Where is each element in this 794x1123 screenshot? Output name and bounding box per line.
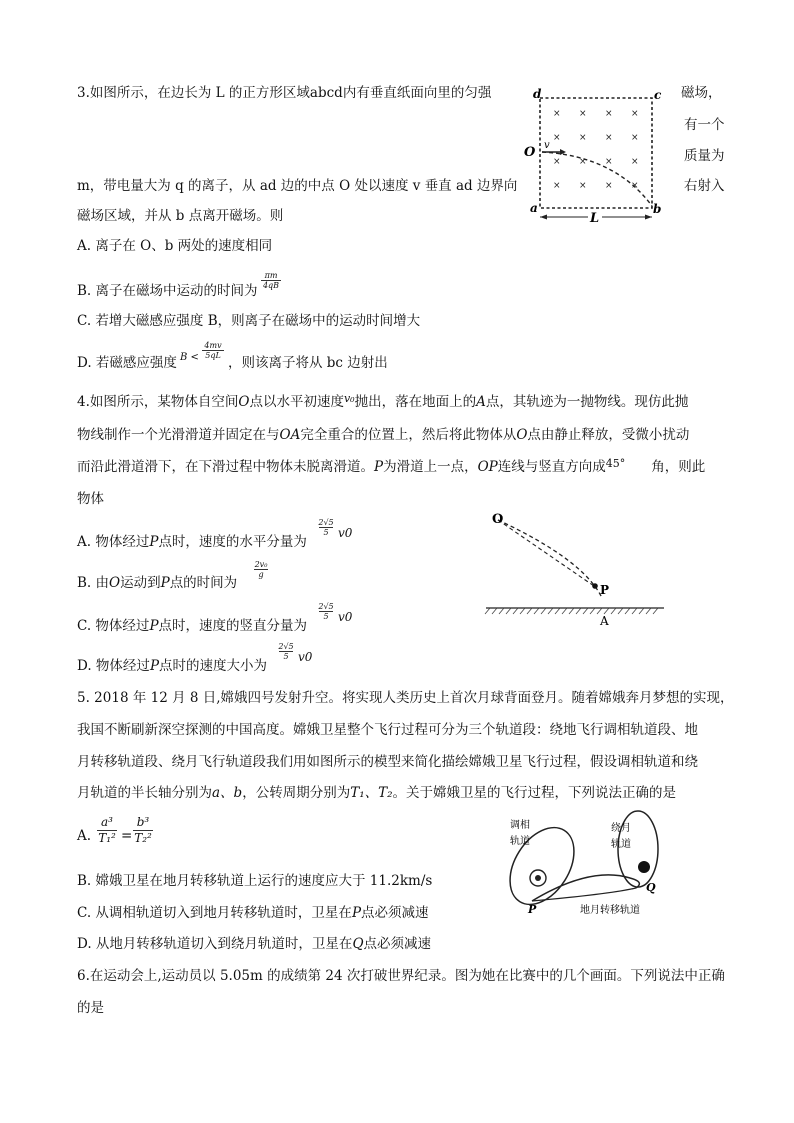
hatch-line: [569, 608, 574, 614]
q3-option-c: C. 若增大磁感应强度 B，则离子在磁场中的运动时间增大: [77, 313, 421, 329]
hatch-line: [562, 608, 567, 614]
q5-option-d: D. 从地月转移轨道切入到绕月轨道时，卫星在Q点必须减速: [77, 936, 432, 952]
q3-stem-line-2: m，带电量大为 q 的离子，从 ad 边的中点 O 处以速度 v 垂直 ad 边界向: [77, 178, 518, 194]
field-cross: ×: [605, 181, 613, 191]
q4-label-O: O: [492, 512, 504, 527]
q5-transfer-orbit-inner: [532, 888, 636, 901]
field-cross: ×: [631, 181, 639, 191]
hatch-line: [618, 608, 623, 614]
hatch-line: [611, 608, 616, 614]
q4-stem-line-2: 物线制作一个光滑滑道并固定在与OA完全重合的位置上，然后将此物体从O点由静止释放，受微小扰动: [77, 427, 690, 443]
field-cross: ×: [579, 157, 587, 167]
q4-point-P: [592, 583, 598, 589]
q4-label-A: A: [600, 614, 609, 628]
q3-side-text-4: 右射入: [684, 178, 725, 194]
q4-trajectory-figure: [484, 510, 674, 630]
q3-option-d-suffix: ，则该离子将从 bc 边射出: [228, 355, 388, 371]
q4-option-c-fraction: 2√5 5: [318, 602, 334, 621]
q3-label-d: d: [533, 87, 542, 101]
field-cross: ×: [553, 109, 561, 119]
q3-label-b: b: [653, 202, 662, 216]
field-cross: ×: [631, 157, 639, 167]
field-cross: ×: [553, 157, 561, 167]
field-cross: ×: [579, 109, 587, 119]
field-cross: ×: [579, 133, 587, 143]
q4-option-d-fraction: 2√5 5: [278, 642, 294, 661]
q4-label-P: P: [600, 583, 610, 597]
field-cross: ×: [605, 109, 613, 119]
q6-stem-line-2: 的是: [77, 1000, 104, 1016]
q5-label-Q: Q: [646, 881, 656, 894]
q4-option-c-v0: v0: [338, 610, 353, 624]
q3-stem-line-1: 3.如图所示，在边长为 L 的正方形区域abcd内有垂直纸面向里的匀强: [77, 85, 492, 101]
q5-stem-line-1: 5. 2018 年 12 月 8 日,嫦娥四号发射升空。将实现人类历史上首次月球背面登月。随着嫦娥奔月梦想的实现，: [77, 690, 734, 706]
q3-label-v: v: [544, 140, 550, 151]
q5-stem-line-2: 我国不断刷新深空探测的中国高度。嫦娥卫星整个飞行过程可分为三个轨道段：绕地飞行调相轨道段、地: [77, 722, 698, 738]
field-cross: ×: [605, 157, 613, 167]
q3-label-a: a: [530, 201, 538, 215]
field-cross: ×: [605, 133, 613, 143]
q3-stem-line-3: 磁场区域，并从 b 点离开磁场。则: [77, 208, 284, 224]
q3-option-b: B. 离子在磁场中运动的时间为: [77, 283, 258, 299]
field-cross: ×: [579, 181, 587, 191]
q4-stem-line-4: 物体: [77, 491, 104, 507]
field-cross: ×: [553, 133, 561, 143]
hatch-line: [555, 608, 560, 614]
q3-magnetic-field-figure: [520, 86, 670, 226]
q5-option-a-equals: =: [121, 828, 133, 844]
q4-option-a-v0: v0: [338, 526, 353, 540]
q3-field-crosses: [553, 109, 639, 191]
hatch-line: [485, 608, 490, 614]
field-cross: ×: [631, 133, 639, 143]
hatch-line: [632, 608, 637, 614]
q3-option-d-fraction: 4mv 5qL: [201, 341, 225, 360]
q4-stem-line-3: 而沿此滑道滑下，在下滑过程中物体未脱离滑道。P为滑道上一点，OP连线与竖直方向成$^{45^\circ}$ 角，则此: [77, 457, 706, 475]
q4-OP-line: [498, 520, 594, 586]
hatch-line: [527, 608, 532, 614]
q5-label-P: P: [528, 903, 537, 916]
q3-label-L: L: [590, 211, 600, 226]
hatch-line: [492, 608, 497, 614]
q4-parabola: [498, 520, 602, 598]
hatch-line: [625, 608, 630, 614]
q5-label-raoyue: 绕月: [611, 823, 631, 834]
hatch-line: [590, 608, 595, 614]
q3-option-d-relation: B <: [180, 352, 199, 363]
q4-option-b: B. 由O运动到P点的时间为: [77, 575, 238, 591]
q4-option-a-fraction: 2√5 5: [318, 518, 334, 537]
hatch-line: [513, 608, 518, 614]
q6-stem-line-1: 6.在运动会上,运动员以 5.05m 的成绩第 24 次打破世界纪录。图为她在比赛中的几个画面。下列说法中正确: [77, 968, 725, 984]
q5-orbit-figure: [500, 806, 700, 921]
hatch-line: [576, 608, 581, 614]
q5-stem-line-3: 月转移轨道段、绕月飞行轨道段我们用如图所示的模型来简化描绘嫦娥卫星飞行过程，假设调相轨道和绕: [77, 754, 698, 770]
q4-option-b-fraction: 2v₀ g: [254, 560, 268, 579]
q4-ground-hatch: [485, 608, 658, 614]
q5-transfer-orbit: [532, 875, 639, 901]
q5-option-a-right-fraction: b³ T₂²: [134, 815, 152, 845]
q4-stem-line-1: 4.如图所示，某物体自空间O点以水平初速度$^{v_0}$抛出，落在地面上的A点，其轨迹为一抛物线。现仿此抛: [77, 392, 689, 410]
q5-option-b: B. 嫦娥卫星在地月转移轨道上运行的速度应大于 11.2km/s: [77, 873, 433, 889]
q3-side-text-2: 有一个: [684, 117, 725, 133]
field-cross: ×: [553, 181, 561, 191]
q5-moon: [638, 861, 650, 873]
q4-option-a: A. 物体经过P点时，速度的水平分量为: [77, 534, 307, 550]
q3-option-b-fraction: πm 4qB: [262, 271, 280, 290]
q4-option-c: C. 物体经过P点时，速度的竖直分量为: [77, 618, 308, 634]
q4-option-d: D. 物体经过P点时的速度大小为: [77, 658, 268, 674]
q5-label-guidao-2: 轨道: [611, 839, 631, 850]
q5-stem-line-4: 月轨道的半长轴分别为a、b，公转周期分别为T₁、T₂。关于嫦娥卫星的飞行过程，下列说法正确的是: [77, 785, 677, 801]
q5-option-a-label: A.: [77, 828, 92, 844]
hatch-line: [520, 608, 525, 614]
q5-label-tiaoxiang: 调相: [510, 820, 530, 831]
hatch-line: [646, 608, 651, 614]
hatch-line: [639, 608, 644, 614]
q3-option-d-prefix: D. 若磁感应强度: [77, 355, 177, 371]
hatch-line: [548, 608, 553, 614]
q3-option-a: A. 离子在 O、b 两处的速度相同: [77, 238, 273, 254]
q4-option-d-v0: v0: [298, 650, 313, 664]
hatch-line: [583, 608, 588, 614]
q3-side-text-1: 磁场，: [681, 85, 722, 101]
hatch-line: [499, 608, 504, 614]
q3-side-text-3: 质量为: [684, 148, 725, 164]
hatch-line: [534, 608, 539, 614]
q3-label-O: O: [524, 145, 536, 160]
hatch-line: [653, 608, 658, 614]
field-cross: ×: [631, 109, 639, 119]
q5-phasing-orbit: [497, 816, 587, 916]
q3-label-c: c: [654, 88, 662, 102]
q5-label-transfer: 地月转移轨道: [580, 905, 640, 916]
hatch-line: [506, 608, 511, 614]
q5-option-c: C. 从调相轨道切入到地月转移轨道时，卫星在P点必须减速: [77, 905, 429, 921]
q5-label-guidao-1: 轨道: [510, 836, 530, 847]
hatch-line: [541, 608, 546, 614]
q5-option-a-left-fraction: a³ T₁²: [98, 815, 116, 845]
